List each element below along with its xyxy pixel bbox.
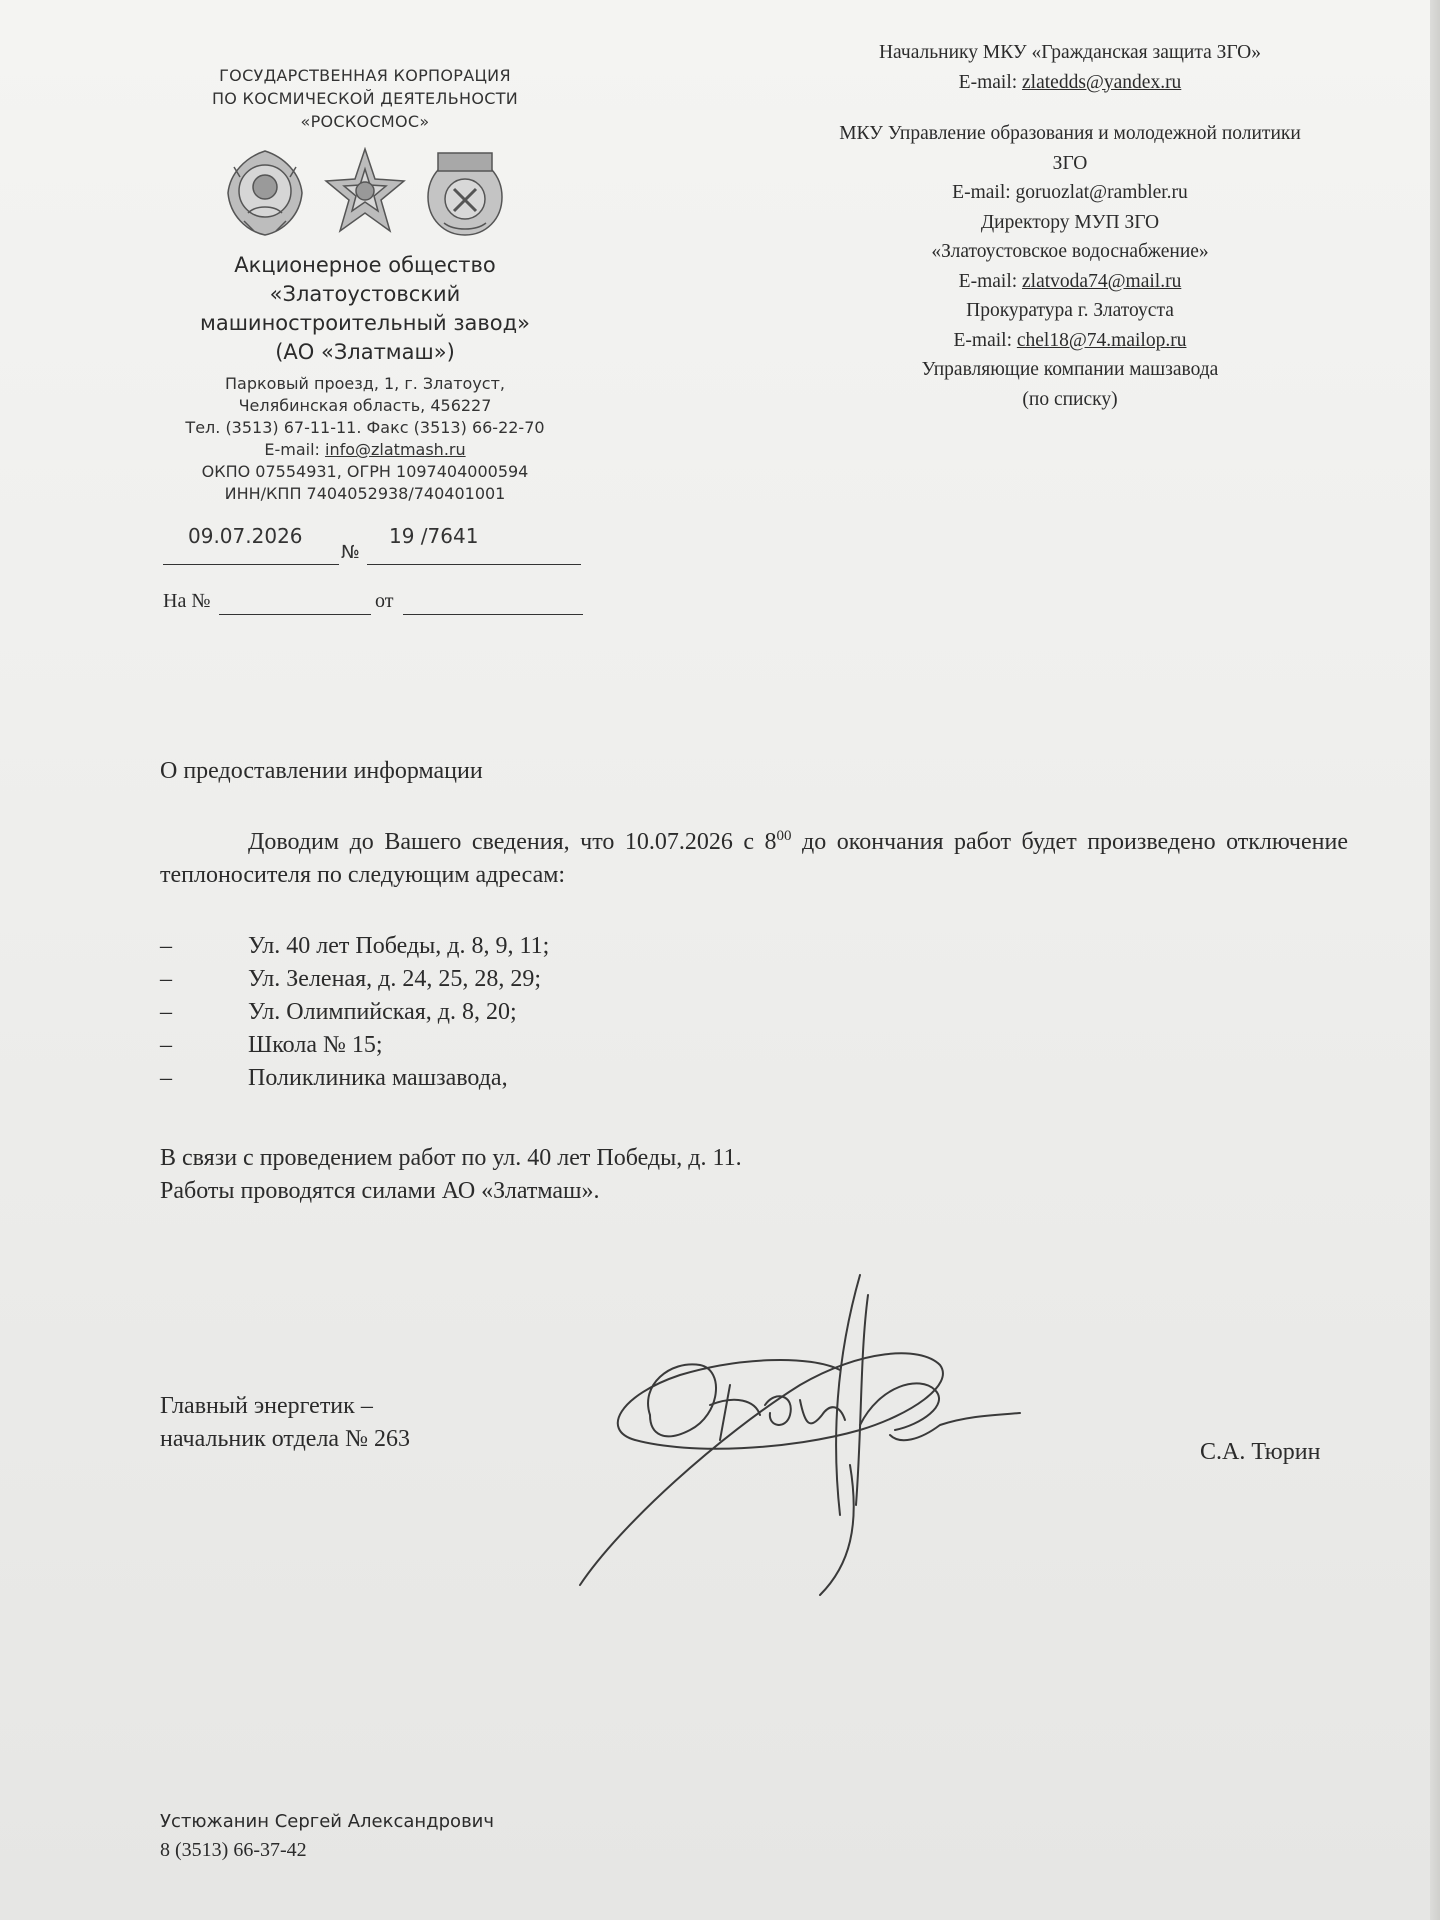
- outgoing-date: 09.07.2026: [188, 524, 303, 548]
- executor-name: Устюжанин Сергей Александрович: [160, 1811, 495, 1832]
- corp-line: «РОСКОСМОС»: [300, 112, 430, 131]
- address-text: Ул. 40 лет Победы, д. 8, 9, 11;: [248, 933, 550, 959]
- corp-line: ПО КОСМИЧЕСКОЙ ДЕЯТЕЛЬНОСТИ: [211, 89, 519, 108]
- recipient-line: «Златоустовское водоснабжение»: [931, 241, 1209, 262]
- company-line: Акционерное общество: [234, 253, 496, 277]
- recipient-email: [800, 178, 1340, 208]
- note-line: В связи с проведением работ по ул. 40 лет Победы, д. 11.: [160, 1145, 742, 1171]
- signer-name: С.А. Тюрин: [1200, 1439, 1321, 1465]
- letterhead: [150, 64, 580, 505]
- list-dash: –: [160, 1032, 172, 1058]
- address-text: Поликлиника машзавода,: [248, 1065, 508, 1091]
- note-line: Работы проводятся силами АО «Златмаш».: [160, 1178, 600, 1204]
- recipient-line: Управляющие компании машзавода: [921, 359, 1219, 380]
- list-dash: –: [160, 1065, 172, 1091]
- ref-date-label: от: [375, 590, 394, 612]
- recipient-line: Начальнику МКУ «Гражданская защита ЗГО»: [878, 42, 1262, 63]
- list-item: [160, 963, 549, 996]
- number-label: №: [341, 542, 360, 563]
- award-emblems: [150, 147, 580, 239]
- email-text: goruozlat@rambler.ru: [1015, 182, 1188, 203]
- recipient-line: (по списку): [1022, 388, 1118, 410]
- red-star-order-icon: [324, 147, 406, 239]
- spacer: [800, 97, 1340, 119]
- list-item: [160, 1029, 549, 1062]
- company-email: [150, 439, 580, 461]
- address-text: Школа № 15;: [248, 1032, 383, 1058]
- recipient-email: [800, 267, 1340, 297]
- email-label: E-mail:: [953, 329, 1017, 351]
- email-link[interactable]: zlatedds@yandex.ru: [1022, 71, 1182, 93]
- signer-position: [160, 1390, 410, 1456]
- list-item: [160, 1062, 549, 1095]
- company-line: (АО «Златмаш»): [275, 340, 455, 364]
- red-banner-order-icon: [424, 147, 506, 239]
- email-link[interactable]: chel18@74.mailop.ru: [1016, 329, 1187, 351]
- company-name: [150, 251, 580, 367]
- time-superscript: 00: [776, 828, 792, 844]
- para-text: до окончания работ будет произведено отключение теплоносителя по следующим адресам:: [160, 829, 1348, 888]
- handwritten-signature: [560, 1265, 1060, 1605]
- email-link[interactable]: zlatvoda74@mail.ru: [1022, 270, 1182, 292]
- company-line: машиностроительный завод»: [200, 311, 530, 335]
- body-paragraph: [160, 826, 1348, 892]
- ref-date-blank: [403, 614, 583, 615]
- okpo-ogrn: ОКПО 07554931, ОГРН 1097404000594: [201, 462, 529, 481]
- recipient-line: ЗГО: [1052, 152, 1088, 174]
- address-text: Ул. Зеленая, д. 24, 25, 28, 29;: [248, 966, 541, 992]
- corporation-name: [150, 64, 580, 133]
- list-item: [160, 930, 549, 963]
- list-item: [160, 996, 549, 1029]
- number-underline: [367, 564, 581, 565]
- para-text: Доводим до Вашего сведения, что 10.07.2026 с 8: [248, 829, 777, 855]
- address-line: Челябинская область, 456227: [238, 396, 492, 415]
- email-label: E-mail:: [958, 71, 1023, 93]
- outgoing-number: 19 /7641: [389, 524, 479, 548]
- address-line: Парковый проезд, 1, г. Златоуст,: [225, 374, 505, 393]
- recipient-line: Прокуратура г. Златоуста: [966, 300, 1174, 321]
- address-list: [160, 930, 549, 1095]
- executor-phone: 8 (3513) 66-37-42: [160, 1839, 307, 1861]
- recipient-email: [800, 326, 1340, 356]
- recipients-block: [800, 38, 1340, 414]
- list-dash: –: [160, 999, 172, 1025]
- recipient-line: МКУ Управление образования и молодежной политики: [839, 123, 1301, 144]
- address-text: Ул. Олимпийская, д. 8, 20;: [248, 999, 517, 1025]
- ref-number-label: На №: [163, 590, 211, 612]
- phone-fax: Тел. (3513) 67-11-11. Факс (3513) 66-22-70: [185, 418, 545, 437]
- recipient-email: [800, 68, 1340, 98]
- page-edge-shadow: [1430, 0, 1440, 1920]
- email-label: E-mail:: [264, 440, 326, 459]
- order-of-lenin-icon: [224, 147, 306, 239]
- list-dash: –: [160, 933, 172, 959]
- email-label: E-mail:: [952, 182, 1016, 203]
- company-line: «Златоустовский: [269, 282, 461, 306]
- registration-line: [163, 520, 581, 563]
- reference-line: [163, 590, 583, 620]
- position-line: начальник отдела № 263: [160, 1426, 410, 1452]
- email-label: E-mail:: [958, 270, 1023, 292]
- corp-line: ГОСУДАРСТВЕННАЯ КОРПОРАЦИЯ: [219, 66, 511, 85]
- position-line: Главный энергетик –: [160, 1393, 373, 1419]
- email-link[interactable]: info@zlatmash.ru: [325, 440, 466, 459]
- inn-kpp: ИНН/КПП 7404052938/740401001: [224, 484, 506, 503]
- closing-note: [160, 1142, 742, 1208]
- date-underline: [163, 564, 339, 565]
- company-contacts: [150, 373, 580, 505]
- executor-block: [160, 1808, 494, 1864]
- letter-subject: О предоставлении информации: [160, 758, 483, 784]
- recipient-line: Директору МУП ЗГО: [980, 211, 1160, 233]
- list-dash: –: [160, 966, 172, 992]
- ref-number-blank: [219, 614, 371, 615]
